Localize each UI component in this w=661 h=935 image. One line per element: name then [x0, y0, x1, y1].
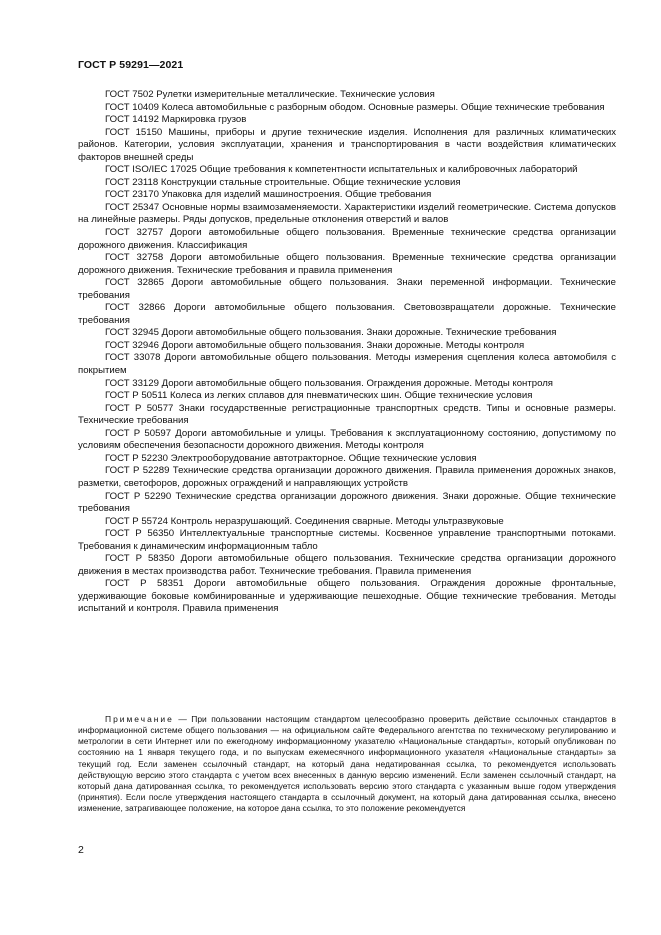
reference-item: ГОСТ 7502 Рулетки измерительные металлические. Технические условия — [105, 89, 435, 100]
reference-item: ГОСТ 14192 Маркировка грузов — [105, 114, 247, 126]
reference-item: ГОСТ 25347 Основные нормы взаимозаменяемости. Характеристики изделий геометрические. Система допусков на линейные размеры. Ряды допусков, предельные отклонения отверстий и валов — [78, 201, 616, 226]
reference-item: ГОСТ 15150 Машины, приборы и другие технические изделия. Исполнения для различных климатических районов. Категории, условия эксплуатации, хранения и транспортирования в части воздействия климатических факторов внешней среды — [78, 126, 616, 163]
reference-item: ГОСТ Р 50511 Колеса из легких сплавов для пневматических шин. Общие технические условия — [105, 390, 533, 402]
reference-item: ГОСТ Р 52290 Технические средства организации дорожного движения. Знаки дорожные. Общие технические требования — [78, 490, 616, 515]
reference-item: ГОСТ 33129 Дороги автомобильные общего пользования. Ограждения дорожные. Методы контроля — [105, 377, 553, 389]
page-number: 2 — [78, 844, 84, 856]
reference-item: ГОСТ ISO/IEC 17025 Общие требования к компетентности испытательных и калибровочных лабораторий — [105, 164, 578, 176]
reference-item: ГОСТ 32945 Дороги автомобильные общего пользования. Знаки дорожные. Технические требования — [105, 327, 557, 339]
reference-item: ГОСТ Р 50597 Дороги автомобильные и улицы. Требования к эксплуатационному состоянию, допустимому по условиям обеспечения безопасности дорожного движения. Методы контроля — [78, 427, 616, 452]
note-text: — При пользовании настоящим стандартом целесообразно проверить действие ссылочных стандартов в информационной системе общего пользования — на официальном сайте Федерального агентства по техническому регулированию и метрологии в сети Интернет или по ежегодному информационному указателю «Национальные стандарты», который опубликован по состоянию на 1 января текущего года, и по выпускам ежемесячного информационного указателя «Национальные стандарты» за текущий год. Если заменен ссылочный стандарт, на который дана недатированная ссылка, то рекомендуется использовать действующую версию этого стандарта с учетом всех внесенных в данную версию изменений. Если заменен ссылочный стандарт, на который дана датированная ссылка, то рекомендуется использовать версию этого стандарта с указанным выше годом утверждения (принятия). Если после утверждения настоящего стандарта в ссылочный документ, на который дана датированная ссылка, внесено изменение, затрагивающее положение, на которое дана ссылка, то это положение рекомендуется — [78, 714, 616, 814]
reference-item: ГОСТ Р 52289 Технические средства организации дорожного движения. Правила применения дорожных знаков, разметки, светофоров, дорожных ограждений и направляющих устройств — [78, 465, 616, 489]
reference-item: ГОСТ Р 58351 Дороги автомобильные общего пользования. Ограждения дорожные фронтальные, удерживающие боковые комбинированные и удерживающие пешеходные. Общие технические требования. Методы испытаний и контроля. Правила применения — [78, 578, 616, 615]
reference-item: ГОСТ Р 50577 Знаки государственные регистрационные транспортных средств. Типы и основные размеры. Технические требования — [78, 402, 616, 427]
reference-item: ГОСТ 32866 Дороги автомобильные общего пользования. Световозвращатели дорожные. Технические требования — [78, 302, 616, 326]
reference-item: ГОСТ 23118 Конструкции стальные строительные. Общие технические условия — [105, 176, 461, 188]
reference-item: ГОСТ 32946 Дороги автомобильные общего пользования. Знаки дорожные. Методы контроля — [105, 339, 525, 351]
reference-item: ГОСТ 10409 Колеса автомобильные с разборным ободом. Основные размеры. Общие технические требования — [105, 101, 605, 113]
reference-item: ГОСТ Р 56350 Интеллектуальные транспортные системы. Косвенное управление транспортными потоками. Требования к динамическим информационным табло — [78, 528, 616, 552]
note-paragraph — [78, 714, 616, 814]
reference-item: ГОСТ Р 52230 Электрооборудование автотракторное. Общие технические условия — [105, 452, 477, 464]
reference-item: ГОСТ 32865 Дороги автомобильные общего пользования. Знаки переменной информации. Технические требования — [78, 277, 616, 301]
note-label: Примечание — [105, 714, 174, 724]
reference-item: ГОСТ 23170 Упаковка для изделий машиностроения. Общие требования — [105, 189, 432, 201]
normative-references-list — [78, 89, 616, 616]
reference-item: ГОСТ Р 55724 Контроль неразрушающий. Соединения сварные. Методы ультразвуковые — [105, 515, 504, 527]
reference-item: ГОСТ Р 58350 Дороги автомобильные общего пользования. Технические средства организации дорожного движения в местах производства работ. Технические требования. Правила применения — [78, 553, 616, 577]
document-header: ГОСТ Р 59291—2021 — [78, 59, 184, 71]
reference-item: ГОСТ 33078 Дороги автомобильные общего пользования. Методы измерения сцепления колеса автомобиля с покрытием — [78, 352, 616, 377]
reference-item: ГОСТ 32758 Дороги автомобильные общего пользования. Временные технические средства организации дорожного движения. Технические требования и правила применения — [78, 252, 616, 276]
reference-item: ГОСТ 32757 Дороги автомобильные общего пользования. Временные технические средства организации дорожного движения. Классификация — [78, 227, 616, 251]
